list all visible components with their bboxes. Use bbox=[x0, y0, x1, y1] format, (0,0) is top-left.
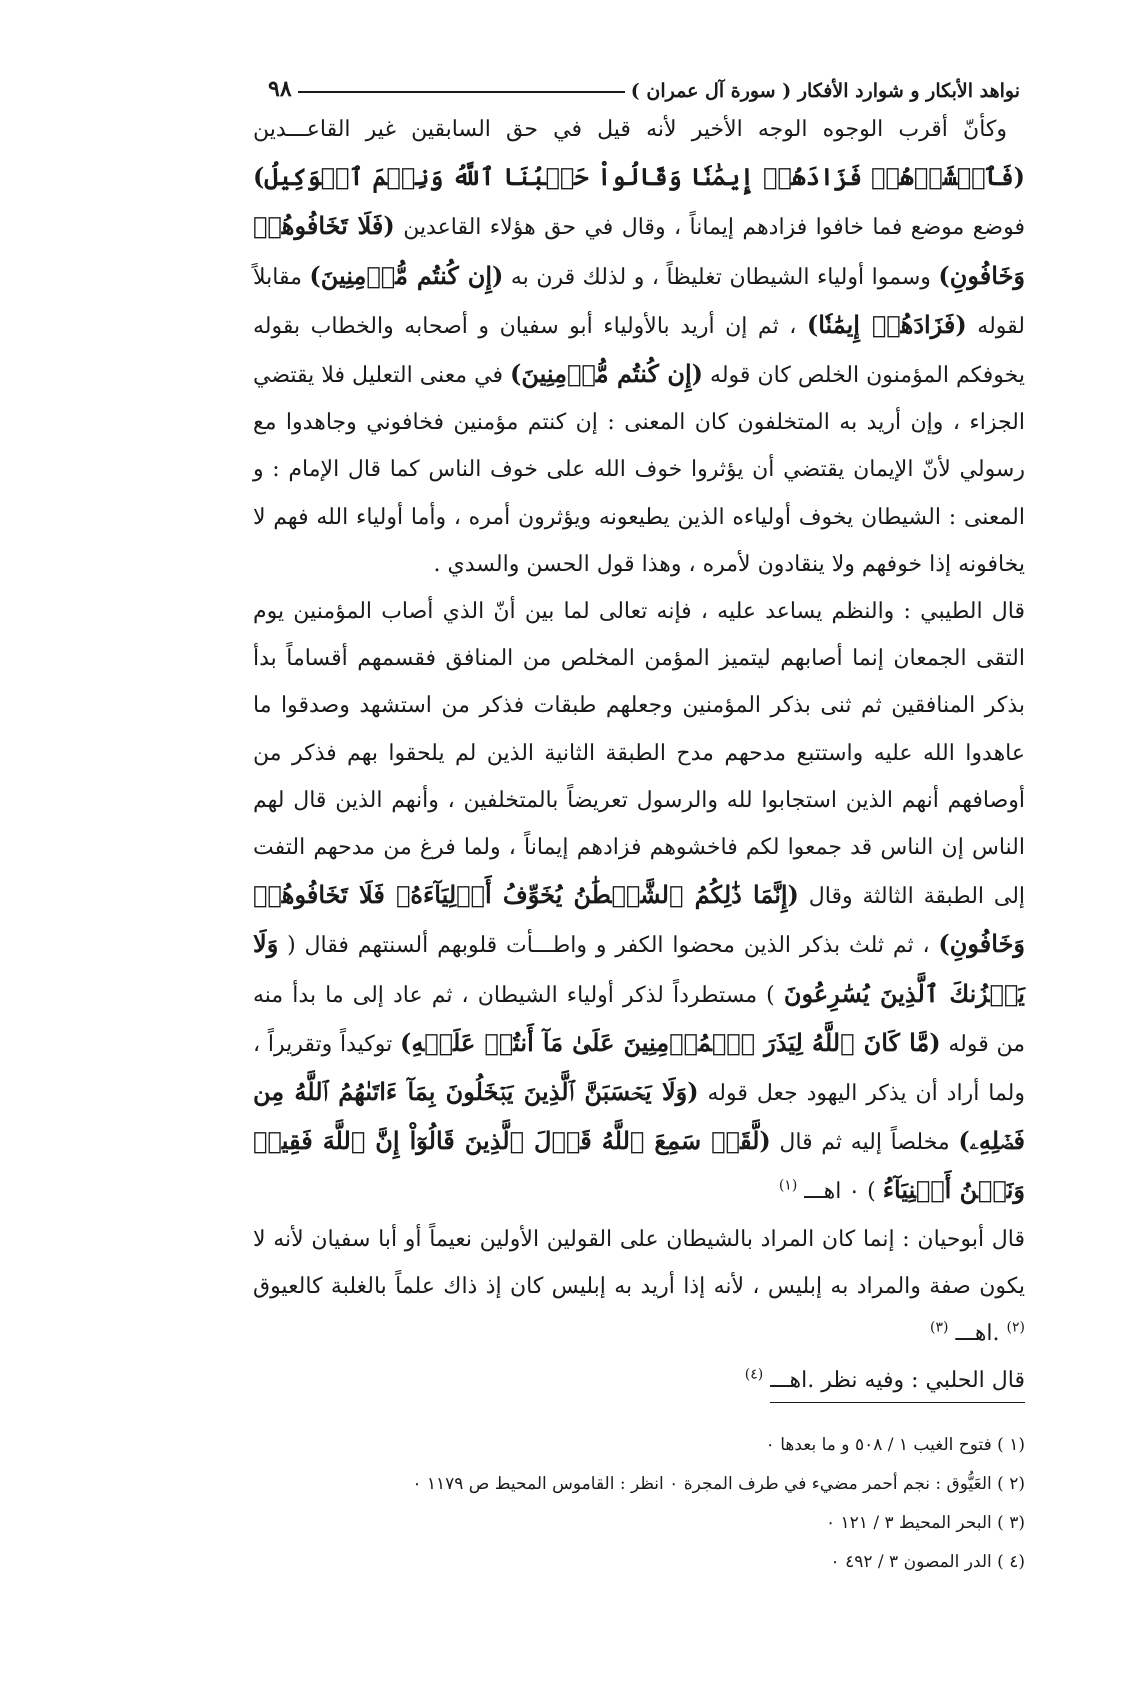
header-title: نواهد الأبكار و شوارد الأفكار ( سورة آل عمران ) bbox=[630, 80, 1020, 102]
quran-quote: وَلَا يَحۡزُنكَ ٱلَّذِينَ يُسَٰرِعُونَ bbox=[253, 929, 1025, 1008]
text-run: مخلصاً إليه ثم قال bbox=[770, 1130, 959, 1156]
text-run: في معنى التعليل فلا يقتضي الجزاء ، وإن أريد به المتخلفون كان المعنى : إن كنتم مؤمنين فخافوني وجاهدوا مع رسولي لأنّ الإيمان يقتضي أن يؤثروا خوف الله على خوف الناس كما قال الإمام : و المعنى : الشيطان يخوف أولياءه الذين يطيعونه ويؤثرون أمره ، وأما أولياء الله فهم لا يخافونه إذا خوفهم ولا ينقادون لأمره ، وهذا قول الحسن والسدي . bbox=[253, 363, 1025, 577]
quran-quote: (إِن كُنتُم مُّؤۡمِنِينَ) bbox=[510, 359, 703, 389]
footnote: (٣ ) البحر المحيط ٣ / ١٢١ ٠ bbox=[825, 1513, 1025, 1533]
text-run: قال أبوحيان : إنما كان المراد بالشيطان على القولين الأولين نعيماً أو أبا سفيان لأنه لا يكون صفة والمراد به إبليس ، لأنه إذا أريد به إبليس كان إذ ذاك علماً بالغلبة كالعيوق bbox=[253, 1226, 1025, 1299]
paragraph bbox=[253, 588, 1025, 1216]
paragraph bbox=[253, 1216, 1025, 1358]
text-run: توكيداً وتقريراً ، ولما أراد أن يذكر اليهود جعل قوله bbox=[253, 1031, 1025, 1107]
header-rule bbox=[298, 91, 625, 93]
text-run: مقابلاً لقوله bbox=[253, 264, 1025, 339]
text-run: ) مستطرداً لذكر أولياء الشيطان ، ثم عاد إلى ما بدأ منه من قوله bbox=[253, 982, 1026, 1057]
text-run: .اهـــ bbox=[948, 1321, 1007, 1347]
text-run: ، ثم إن أريد بالأولياء أبو سفيان و أصحابه والخطاب بقوله يخوفكم المؤمنون الخلص كان قوله bbox=[253, 313, 1025, 389]
text-run: وسموا أولياء الشيطان تغليظاً ، و لذلك قرن به bbox=[503, 264, 939, 290]
footnotes bbox=[350, 1426, 1025, 1582]
footnote-separator bbox=[770, 1402, 1025, 1403]
quran-quote: (إِن كُنتُم مُّؤۡمِنِينَ) bbox=[309, 260, 504, 290]
text-run: ) ٠ اهـــ bbox=[797, 1179, 883, 1205]
text-run: فوضع موضع فما خافوا فزادهم إيماناً ، وقال في حق هؤلاء القاعدين bbox=[394, 215, 1025, 241]
quran-quote: (إِنَّمَا ذَٰلِكُمُ ٱلشَّيۡطَٰنُ يُخَوِّفُ أَوۡلِيَآءَهُۥ فَلَا تَخَافُوهُمۡ وَخَافُونِ) bbox=[253, 880, 1025, 959]
text-run: وكأنّ أقرب الوجوه الوجه الأخير لأنه قيل في حق السابقين غير القاعـــدين bbox=[253, 117, 1007, 142]
quran-quote: (فَزَادَهُمۡ إِيمَٰنٗا) bbox=[806, 309, 967, 339]
footnote-ref: (٣) bbox=[930, 1319, 949, 1336]
main-text bbox=[253, 106, 1025, 1404]
quran-quote: (وَلَا يَحۡسَبَنَّ ٱلَّذِينَ يَبۡخَلُونَ بِمَآ ءَاتَىٰهُمُ ٱللَّهُ مِن فَضۡلِهِۦ) bbox=[253, 1077, 1025, 1156]
footnote: (٢ ) العَيُّوق : نجم أحمر مضيء في طرف المجرة ٠ انظر : القاموس المحيط ص ١١٧٩ ٠ bbox=[412, 1474, 1025, 1494]
text-run: قال الحلبي : وفيه نظر .اهـــ bbox=[763, 1368, 1025, 1394]
page-number: ٩٨ bbox=[268, 76, 292, 102]
quran-quote: (مَّا كَانَ ٱللَّهُ لِيَذَرَ ٱلۡمُؤۡمِنِينَ عَلَىٰ مَآ أَنتُمۡ عَلَيۡهِ) bbox=[399, 1027, 941, 1057]
paragraph bbox=[253, 1357, 1025, 1404]
quran-quote: (فَلَا تَخَافُوهُمۡ وَخَافُونِ) bbox=[253, 211, 1026, 290]
text-run: ، ثم ثلث بذكر الذين محضوا الكفر و واطـــأت قلوبهم ألسنتهم فقال ( bbox=[278, 933, 939, 959]
quran-quote: (فَٱخۡشَوۡهُمۡ فَزَادَهُمۡ إِيمَٰنٗا وَقَالُواْ حَسۡبُنَا ٱللَّهُ وَنِعۡمَ ٱلۡوَكِيلُ) bbox=[253, 162, 1025, 192]
footnote-ref: (٤) bbox=[744, 1366, 764, 1383]
footnote: (١ ) فتوح الغيب ١ / ٥٠٨ و ما بعدها ٠ bbox=[765, 1435, 1025, 1455]
running-header bbox=[268, 62, 1020, 102]
footnote-ref: (٢) bbox=[1006, 1319, 1025, 1336]
footnote: (٤ ) الدر المصون ٣ / ٤٩٢ ٠ bbox=[830, 1552, 1025, 1572]
footnote-ref: (١) bbox=[778, 1178, 798, 1195]
text-run: قال الطيبي : والنظم يساعد عليه ، فإنه تعالى لما بين أنّ الذي أصاب المؤمنين يوم التقى الجمعان إنما أصابهم ليتميز المؤمن المخلص من المنافق فقسمهم أقساماً بدأ بذكر المنافقين ثم ثنى بذكر المؤمنين وجعلهم طبقات فذكر من استشهد وصدقوا ما عاهدوا الله عليه واستتبع مدحهم مدح الطبقة الثانية الذين لم يلحقوا بهم فذكر من أوصافهم أنهم الذين استجابوا لله والرسول تعريضاً بالمتخلفين ، وأنهم الذين قال لهم الناس إن الناس قد جمعوا لكم فاخشوهم فزادهم إيماناً ، ولما فرغ من مدحهم التفت إلى الطبقة الثالثة وقال bbox=[253, 599, 1026, 910]
quran-quote: (لَّقَدۡ سَمِعَ ٱللَّهُ قَوۡلَ ٱلَّذِينَ قَالُوٓاْ إِنَّ ٱللَّهَ فَقِيرٞ وَنَحۡنُ أَغۡنِيَآءُ bbox=[253, 1126, 1025, 1205]
paragraph bbox=[253, 106, 1025, 588]
